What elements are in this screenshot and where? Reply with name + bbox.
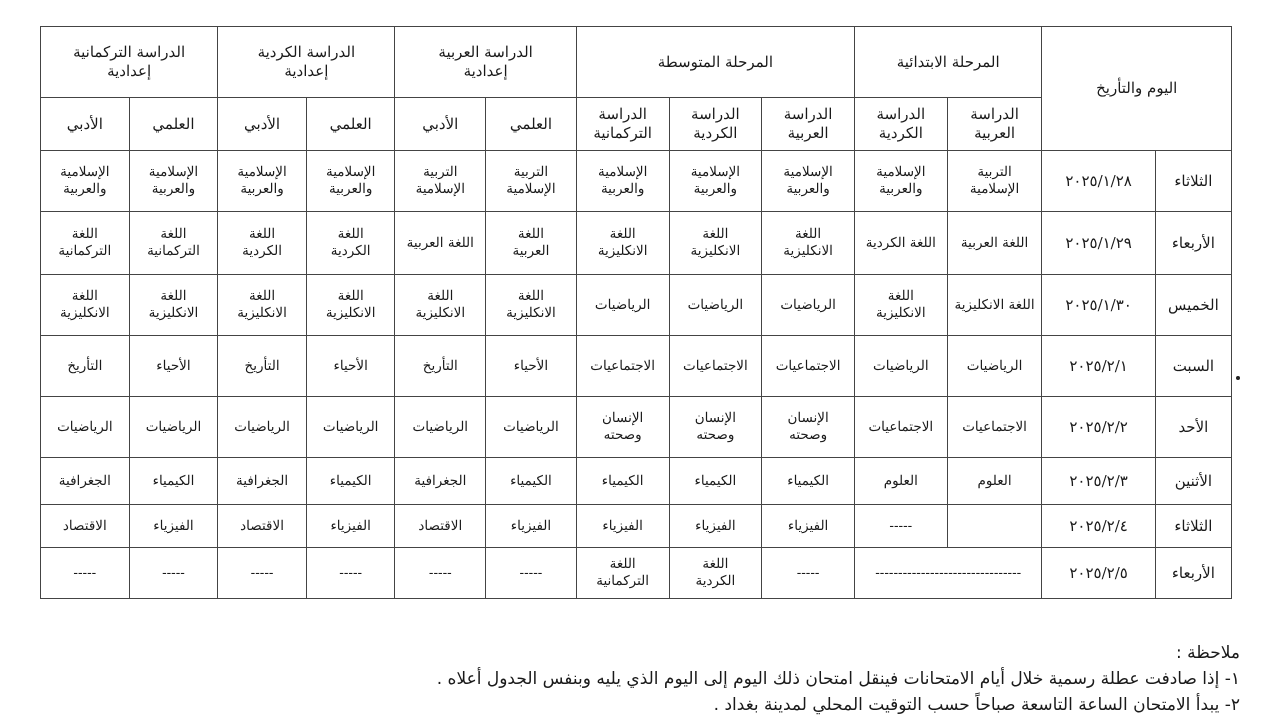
subcolumn-header: العلمي (129, 98, 218, 151)
subject-cell (576, 151, 669, 212)
subject-line: التركمانية (596, 573, 650, 589)
subject-line: اللغة (249, 288, 276, 305)
subject-line: الانكليزية (597, 243, 648, 259)
date-cell: ٢٠٢٥/٢/٥ (1042, 548, 1155, 599)
subject-line: ----- (250, 564, 274, 581)
subject-line: التركمانية (147, 243, 200, 259)
subject-line: الفيزياء (695, 517, 736, 534)
subject-cell (669, 505, 762, 548)
subject-line: الاقتصاد (62, 517, 107, 534)
subject-line: اللغة (702, 226, 729, 243)
subject-line: الإسلامية (597, 164, 648, 181)
subject-cell (129, 275, 218, 336)
subject-line: والعربية (879, 181, 923, 197)
subject-line: الإنسان (787, 410, 829, 427)
subject-cell (576, 336, 669, 397)
subcolumn-header: الدراسة العربية (947, 98, 1042, 151)
subject-cell (486, 458, 577, 505)
subject-line: الإسلامية (415, 181, 465, 197)
subject-line: والعربية (240, 181, 284, 197)
subject-cell (854, 458, 947, 505)
subject-line: اللغة (337, 226, 364, 243)
schedule-row (41, 212, 1232, 275)
subject-cell (669, 548, 762, 599)
day-cell: الثلاثاء (1155, 505, 1231, 548)
subject-cell (762, 336, 855, 397)
subject-cell (762, 275, 855, 336)
subject-line: الكردية (695, 573, 736, 589)
subject-cell (947, 458, 1042, 505)
subject-cell (306, 397, 395, 458)
subcolumn-header: الأدبي (218, 98, 307, 151)
subject-cell (306, 458, 395, 505)
subject-line: ----- (428, 564, 452, 581)
subject-line: الفيزياء (330, 517, 371, 534)
subject-cell (669, 397, 762, 458)
subject-line: الكيمياء (510, 472, 552, 489)
notes-title: ملاحظة : (1176, 643, 1240, 663)
subcolumn-header: الدراسة التركمانية (576, 98, 669, 151)
subject-line: الانكليزية (690, 243, 741, 259)
subject-line: الإنسان (694, 410, 737, 427)
subject-cell (486, 275, 577, 336)
subject-cell (41, 505, 130, 548)
subject-line: الاجتماعيات (590, 357, 656, 374)
subject-line: اللغة (427, 288, 454, 305)
subject-line: الإنسان (602, 410, 644, 427)
subject-line: الأحياء (513, 357, 549, 374)
subject-cell (762, 458, 855, 505)
subject-cell-merged: -------------------------------- (854, 548, 1042, 599)
subject-cell (129, 151, 218, 212)
subject-line: الإسلامية (60, 164, 110, 181)
subject-cell (762, 548, 855, 599)
subject-line: والعربية (63, 181, 107, 197)
subject-cell (41, 548, 130, 599)
subject-line: العربية (512, 243, 550, 259)
subject-line: الأحياء (156, 357, 191, 374)
subject-cell (395, 275, 486, 336)
subject-line: الفيزياء (602, 517, 643, 534)
subcolumn-header: الأدبي (395, 98, 486, 151)
subject-cell (218, 458, 307, 505)
subject-cell (306, 548, 395, 599)
subject-cell (854, 212, 947, 275)
subject-line: التأريخ (244, 357, 280, 374)
subject-line: العلوم (977, 472, 1012, 489)
subject-line: الإسلامية (325, 164, 376, 181)
subject-line: الرياضيات (966, 357, 1023, 374)
subject-cell (947, 212, 1042, 275)
subject-line: الكردية (242, 243, 282, 259)
group-header-intermediate (576, 27, 854, 98)
group-title: الدراسة الكردية (257, 43, 356, 62)
subject-line: وصحته (603, 427, 642, 443)
subject-line: الجغرافية (414, 472, 467, 489)
subject-cell (218, 275, 307, 336)
subject-cell (576, 505, 669, 548)
subject-cell (947, 397, 1042, 458)
subject-cell (576, 397, 669, 458)
subject-cell (486, 336, 577, 397)
subject-line: الانكليزية (783, 243, 833, 259)
subject-cell (395, 336, 486, 397)
subject-line: الكيمياء (152, 472, 195, 489)
subject-line: وصحته (789, 427, 828, 443)
subject-cell (854, 397, 947, 458)
subject-line: الرياضيات (594, 296, 651, 313)
subject-cell (854, 336, 947, 397)
subject-line: الإسلامية (783, 164, 833, 181)
subject-line: الرياضيات (687, 296, 744, 313)
subject-cell (218, 212, 307, 275)
subject-line: اللغة (71, 226, 98, 243)
schedule-row (41, 151, 1232, 212)
subject-cell (947, 505, 1042, 548)
subject-cell (306, 336, 395, 397)
subject-cell (218, 505, 307, 548)
subject-cell (576, 212, 669, 275)
subject-cell (218, 548, 307, 599)
subject-line: والعربية (328, 181, 373, 197)
subject-cell (576, 275, 669, 336)
subject-line: ----- (339, 564, 363, 581)
subject-line: الإسلامية (148, 164, 199, 181)
subject-line: اللغة (71, 288, 98, 305)
subject-cell (129, 505, 218, 548)
subject-cell (41, 458, 130, 505)
subject-cell (41, 397, 130, 458)
subject-line: والعربية (151, 181, 196, 197)
subject-cell (762, 505, 855, 548)
subject-cell (762, 212, 855, 275)
subject-line: الاجتماعيات (868, 418, 934, 435)
day-cell: الأثنين (1155, 458, 1231, 505)
subject-line: الانكليزية (237, 305, 287, 321)
subject-cell (306, 505, 395, 548)
subject-line: الاقتصاد (240, 517, 284, 534)
group-title: الدراسة العربية (438, 43, 533, 62)
schedule-row (41, 458, 1232, 505)
subject-line: الكردية (330, 243, 371, 259)
subject-cell (854, 151, 947, 212)
schedule-row (41, 336, 1232, 397)
day-cell: السبت (1155, 336, 1231, 397)
subject-line: الرياضيات (412, 418, 469, 435)
day-cell: الأربعاء (1155, 212, 1231, 275)
subject-line: الجغرافية (236, 472, 289, 489)
subject-cell (486, 151, 577, 212)
subject-line: الانكليزية (875, 305, 926, 321)
subject-line: ----- (889, 517, 913, 534)
subject-line: الفيزياء (153, 517, 194, 534)
subject-line: ----- (73, 564, 97, 581)
subject-cell (762, 151, 855, 212)
subject-cell (129, 548, 218, 599)
group-header-row (41, 27, 1232, 98)
subject-cell (486, 505, 577, 548)
schedule-row (41, 548, 1232, 599)
subject-cell (486, 212, 577, 275)
day-cell: الأربعاء (1155, 548, 1231, 599)
subject-cell (218, 336, 307, 397)
group-subtitle: إعدادية (463, 62, 508, 80)
date-cell: ٢٠٢٥/٢/٣ (1042, 458, 1155, 505)
subject-line: الانكليزية (60, 305, 110, 321)
subject-line: الانكليزية (325, 305, 376, 321)
subject-cell (41, 275, 130, 336)
subject-line: اللغة الانكليزية (954, 296, 1035, 313)
subject-line: التربية (513, 164, 549, 181)
subject-line: التركمانية (58, 243, 112, 259)
subject-line: الكيمياء (694, 472, 737, 489)
note-item: ١- إذا صادفت عطلة رسمية خلال أيام الامتحانات فينقل امتحان ذلك اليوم إلى اليوم الذي يليه وبنفس الجدول أعلاه . (436, 669, 1240, 689)
subject-cell (41, 212, 130, 275)
group-header-primary (854, 27, 1042, 98)
subject-line: اللغة (887, 288, 914, 305)
subject-cell (669, 151, 762, 212)
subcolumn-header: العلمي (486, 98, 577, 151)
day-cell: الثلاثاء (1155, 151, 1231, 212)
subject-line: اللغة العربية (406, 234, 474, 251)
subject-line: اللغة الكردية (865, 234, 936, 251)
day-cell: الأحد (1155, 397, 1231, 458)
subject-line: الرياضيات (145, 418, 202, 435)
subject-line: الاجتماعيات (775, 357, 841, 374)
subject-cell (669, 336, 762, 397)
subject-line: الانكليزية (506, 305, 556, 321)
date-cell: ٢٠٢٥/٢/٤ (1042, 505, 1155, 548)
subject-line: الرياضيات (873, 357, 929, 374)
subject-line: اللغة (609, 226, 636, 243)
subject-cell (395, 397, 486, 458)
subject-line: الإسلامية (876, 164, 926, 181)
subject-line: الرياضيات (234, 418, 290, 435)
group-subtitle: إعدادية (284, 62, 329, 80)
subject-line: الإسلامية (237, 164, 287, 181)
subject-cell (395, 212, 486, 275)
date-cell: ٢٠٢٥/١/٢٩ (1042, 212, 1155, 275)
subject-line: اللغة (517, 288, 544, 305)
subject-line: وصحته (696, 427, 735, 443)
subject-cell (129, 458, 218, 505)
subject-cell (669, 458, 762, 505)
subject-cell (218, 397, 307, 458)
subject-cell (486, 548, 577, 599)
subject-cell (218, 151, 307, 212)
subject-cell (576, 548, 669, 599)
subject-line: ----- (796, 564, 820, 581)
subject-line: الفيزياء (787, 517, 829, 534)
subject-line: الاقتصاد (418, 517, 463, 534)
group-header-kurdish-prep (218, 27, 395, 98)
stray-mark (1236, 376, 1240, 380)
day-date-header: اليوم والتأريخ (1042, 27, 1232, 151)
subject-cell (947, 336, 1042, 397)
subcolumn-header: الأدبي (41, 98, 130, 151)
subject-line: اللغة العربية (960, 234, 1029, 251)
exam-schedule-table (40, 26, 1232, 599)
note-item: ٢- يبدأ الامتحان الساعة التاسعة صباحاً حسب التوقيت المحلي لمدينة بغداد . (713, 695, 1240, 715)
subject-line: الاجتماعيات (962, 418, 1027, 435)
subject-cell (947, 275, 1042, 336)
group-header-arabic-prep (395, 27, 576, 98)
subject-line: الإسلامية (969, 181, 1020, 197)
schedule-body (41, 151, 1232, 599)
subject-line: الرياضيات (57, 418, 113, 435)
subject-cell (395, 505, 486, 548)
date-cell: ٢٠٢٥/١/٢٨ (1042, 151, 1155, 212)
subcolumn-header: الدراسة العربية (762, 98, 855, 151)
subject-line: اللغة (609, 556, 636, 573)
group-header-turkmen-prep (41, 27, 218, 98)
subject-line: ----- (162, 564, 185, 581)
subject-line: التربية (423, 164, 458, 181)
subject-line: الجغرافية (58, 472, 111, 489)
subcolumn-header: الدراسة الكردية (854, 98, 947, 151)
subject-line: العلوم (883, 472, 918, 489)
subject-cell (129, 336, 218, 397)
subcolumn-header: الدراسة الكردية (669, 98, 762, 151)
day-cell: الخميس (1155, 275, 1231, 336)
notes-section (40, 640, 1240, 718)
subject-line: والعربية (693, 181, 738, 197)
subject-cell (306, 275, 395, 336)
subject-cell (486, 397, 577, 458)
subject-cell (306, 212, 395, 275)
subject-line: الانكليزية (415, 305, 466, 321)
subject-line: التربية (977, 164, 1012, 181)
subject-line: الرياضيات (503, 418, 559, 435)
subject-cell (306, 151, 395, 212)
schedule-row (41, 505, 1232, 548)
subject-line: التأريخ (67, 357, 103, 374)
subject-line: والعربية (600, 181, 645, 197)
subject-line: الكيمياء (601, 472, 644, 489)
subject-line: الفيزياء (510, 517, 552, 534)
subject-cell (395, 548, 486, 599)
subject-line: الرياضيات (780, 296, 836, 313)
subject-cell (854, 275, 947, 336)
schedule-row (41, 275, 1232, 336)
subject-line: التأريخ (422, 357, 458, 374)
subject-line: الاجتماعيات (683, 357, 748, 374)
subject-line: اللغة (517, 226, 544, 243)
group-title: المرحلة المتوسطة (657, 52, 774, 71)
subject-line: والعربية (786, 181, 830, 197)
date-cell: ٢٠٢٥/٢/١ (1042, 336, 1155, 397)
group-title: الدراسة التركمانية (73, 43, 186, 62)
subject-cell (129, 397, 218, 458)
subject-line: اللغة (337, 288, 364, 305)
subject-line: الانكليزية (148, 305, 199, 321)
subject-cell (41, 151, 130, 212)
subject-line: اللغة (249, 226, 276, 243)
schedule-row (41, 397, 1232, 458)
subject-cell (129, 212, 218, 275)
subject-cell (576, 458, 669, 505)
subject-line: اللغة (160, 288, 187, 305)
group-subtitle: إعدادية (107, 62, 152, 80)
subject-cell (669, 275, 762, 336)
date-cell: ٢٠٢٥/١/٣٠ (1042, 275, 1155, 336)
subject-line: الأحياء (333, 357, 368, 374)
subject-line: اللغة (795, 226, 822, 243)
group-title: المرحلة الابتدائية (896, 52, 1000, 71)
subject-line: اللغة (702, 556, 729, 573)
subject-cell (762, 397, 855, 458)
date-cell: ٢٠٢٥/٢/٢ (1042, 397, 1155, 458)
subject-cell (395, 151, 486, 212)
subject-cell (395, 458, 486, 505)
subject-cell (669, 212, 762, 275)
subject-line: الرياضيات (322, 418, 379, 435)
subject-line: الإسلامية (690, 164, 741, 181)
subject-line: اللغة (160, 226, 187, 243)
subcolumn-header: العلمي (306, 98, 395, 151)
subject-line: الكيمياء (329, 472, 372, 489)
subject-cell (41, 336, 130, 397)
subject-cell (854, 505, 947, 548)
subject-cell (947, 151, 1042, 212)
subject-line: الكيمياء (787, 472, 829, 489)
subject-line: الإسلامية (506, 181, 556, 197)
subject-line: ----- (519, 564, 543, 581)
